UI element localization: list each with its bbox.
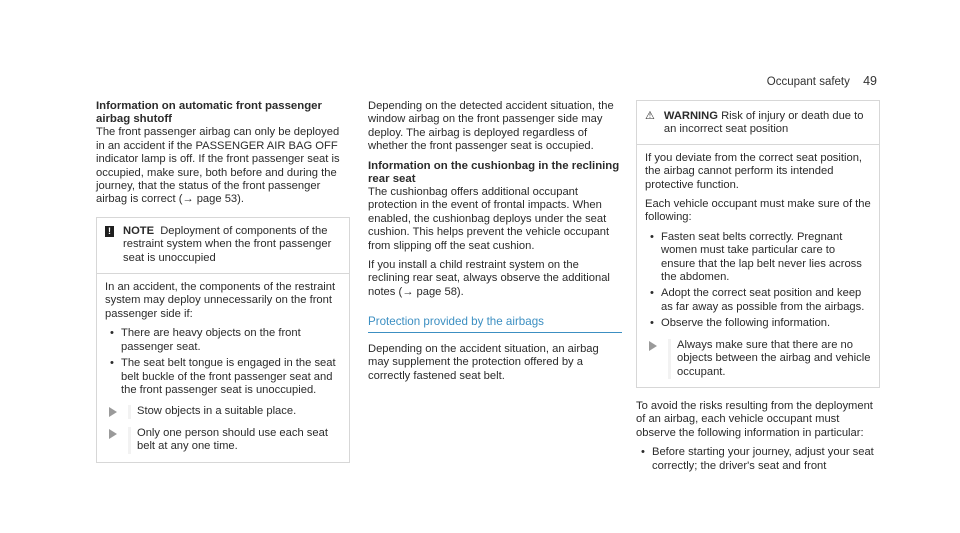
column-2	[368, 100, 622, 389]
tip	[105, 427, 341, 454]
note-list	[105, 327, 341, 397]
tip	[105, 405, 341, 418]
heading-airbag-shutoff: Information on automatic front passenger airbag shutoff	[96, 100, 322, 126]
note-intro: In an accident, the components of the restraint system may deploy unnecessarily on the front passenger side if:	[105, 281, 336, 320]
list-item: • Fasten seat belts correctly. Pregnant women must take particular care to ensure that the lap belt never lies across the abdomen.	[645, 231, 871, 285]
note-title: Deployment of components of the restraint system when the front passenger seat is unoccupied	[123, 224, 332, 264]
list-item: • There are heavy objects on the front passenger seat.	[105, 327, 341, 354]
warning-list	[645, 231, 871, 331]
paragraph: Each vehicle occupant must make sure of the following:	[645, 198, 871, 224]
paragraph: Depending on the detected accident situation, the window airbag on the front passenger side may deploy. The airbag is deployed regardless of whether the front passenger seat is occupied.	[368, 100, 614, 153]
column-1	[96, 100, 350, 463]
warning-title: Risk of injury or death due to an incorrect seat position	[663, 110, 864, 136]
warning-header	[637, 101, 879, 144]
list-item: • Before starting your journey, adjust your seat correctly; the driver's seat and front	[636, 446, 880, 473]
heading-cushionbag: Information on the cushionbag in the reclining rear seat	[368, 159, 620, 185]
page-number: 49	[863, 74, 877, 88]
warning-icon: ⚠	[645, 110, 655, 122]
column-3	[636, 100, 880, 476]
arrow-right-icon	[109, 429, 117, 439]
warning-label: WARNING	[663, 110, 718, 122]
arrow-right-icon	[109, 407, 117, 417]
list-item: • The seat belt tongue is engaged in the seat belt buckle of the front passenger seat and the front passenger seat is unoccupied.	[105, 357, 341, 397]
paragraph: The front passenger airbag can only be deployed in an accident if the PASSENGER AIR BAG OFF indicator lamp is off. If the front passenger seat is occupied, make sure, both before and during the journey, that the status of the front passenger airbag is correct (→ page 53).	[96, 126, 340, 206]
list-item: • Observe the following information.	[645, 317, 871, 330]
note-header	[97, 218, 349, 273]
paragraph: If you deviate from the correct seat position, the airbag cannot perform its intended protective function.	[645, 151, 863, 191]
paragraph: The cushionbag offers additional occupant protection in the event of frontal impacts. When enabled, the cushionbag deploys under the seat cushion. This helps prevent the vehicle occupant from slipping off the seat cushion.	[368, 186, 610, 252]
tip-text: Only one person should use each seat belt at any one time.	[128, 427, 341, 454]
section-title-airbag-protection: Protection provided by the airbags	[368, 315, 622, 332]
note-box	[96, 217, 350, 463]
warning-body	[637, 144, 879, 387]
warning-box	[636, 100, 880, 388]
list-item: • Adopt the correct seat position and keep as far away as possible from the airbags.	[645, 287, 871, 314]
section-name: Occupant safety	[766, 76, 850, 88]
paragraph: Depending on the accident situation, an airbag may supplement the protection offered by a correctly fastened seat belt.	[368, 342, 599, 382]
paragraph: To avoid the risks resulting from the deployment of an airbag, each vehicle occupant must observe the following information in particular:	[636, 399, 873, 439]
note-body	[97, 273, 349, 461]
exclamation-icon: !	[105, 226, 114, 237]
tip-text: Stow objects in a suitable place.	[128, 405, 296, 418]
tip	[645, 339, 871, 379]
tip-text: Always make sure that there are no objects between the airbag and vehicle occupant.	[668, 339, 871, 379]
running-header	[767, 74, 877, 88]
note-label: NOTE	[123, 224, 155, 237]
paragraph: If you install a child restraint system on the reclining rear seat, always observe the additional notes (→ page 58).	[368, 259, 610, 298]
arrow-right-icon	[649, 341, 657, 351]
info-list	[636, 446, 880, 473]
